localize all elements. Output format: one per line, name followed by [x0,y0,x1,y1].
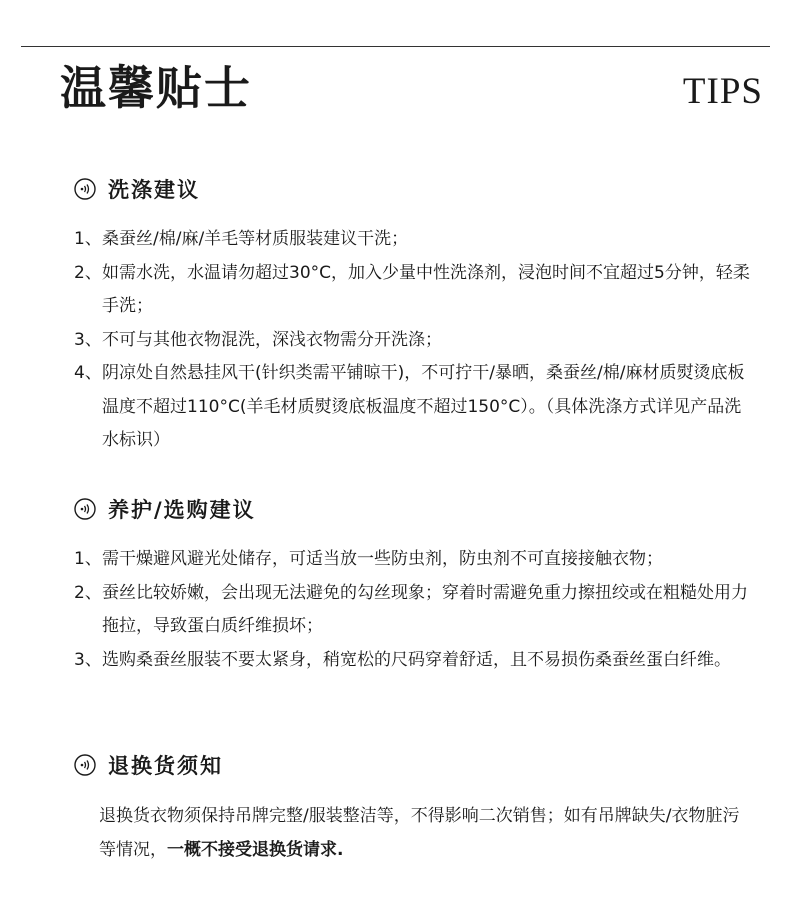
sound-wave-icon [74,178,96,200]
list-item [74,577,754,644]
section-header [74,494,754,524]
item-text: 蚕丝比较娇嫩，会出现无法避免的勾丝现象；穿着时需避免重力擦扭绞或在粗糙处用力拖拉，导致蛋白质纤维损坏； [102,582,748,636]
section-header [74,750,754,780]
section-returns [74,750,754,867]
list-item [74,644,754,678]
list-item [74,357,754,458]
care-list [74,543,754,677]
item-number: 1、 [74,229,102,249]
item-number: 1、 [74,549,102,569]
list-item [74,257,754,324]
item-number: 4、 [74,363,102,383]
section-title: 退换货须知 [108,754,223,778]
section-title: 洗涤建议 [108,178,200,202]
returns-text: 退换货衣物须保持吊牌完整/服装整洁等，不得影响二次销售；如有吊牌缺失/衣物脏污等情况， [99,806,740,860]
section-washing [74,174,754,458]
item-number: 3、 [74,649,102,670]
section-care [74,494,754,677]
section-title: 养护/选购建议 [108,498,256,522]
top-divider [21,46,770,47]
section-header [74,174,754,204]
item-text: 选购桑蚕丝服装不要太紧身，稍宽松的尺码穿着舒适，且不易损伤桑蚕丝蛋白纤维。 [102,649,731,670]
list-item [74,324,754,358]
returns-paragraph [99,799,754,867]
item-text: 阴凉处自然悬挂风干(针织类需平铺晾干)，不可拧干/暴晒，桑蚕丝/棉/麻材质熨烫底板温度不超过110°C(羊毛材质熨烫底板温度不超过150°C）。（具体洗涤方式详见产品洗水标识） [102,363,745,450]
item-text: 不可与其他衣物混洗，深浅衣物需分开洗涤； [102,329,442,350]
washing-list [74,223,754,458]
item-number: 2、 [74,262,102,283]
item-text: 桑蚕丝/棉/麻/羊毛等材质服装建议干洗； [102,229,409,249]
sound-wave-icon [74,498,96,520]
sound-wave-icon [74,754,96,776]
item-text: 如需水洗，水温请勿超过30°C，加入少量中性洗涤剂，浸泡时间不宜超过5分钟，轻柔手洗； [102,262,750,316]
list-item [74,543,754,577]
list-item [74,223,754,257]
item-number: 3、 [74,329,102,350]
item-text: 需干燥避风避光处储存，可适当放一些防虫剂，防虫剂不可直接接触衣物； [102,549,663,569]
page-title: 温馨贴士 [60,61,252,115]
item-number: 2、 [74,582,102,603]
page-title-en: TIPS [682,71,763,112]
returns-emphasis: 一概不接受退换货请求. [167,840,344,860]
